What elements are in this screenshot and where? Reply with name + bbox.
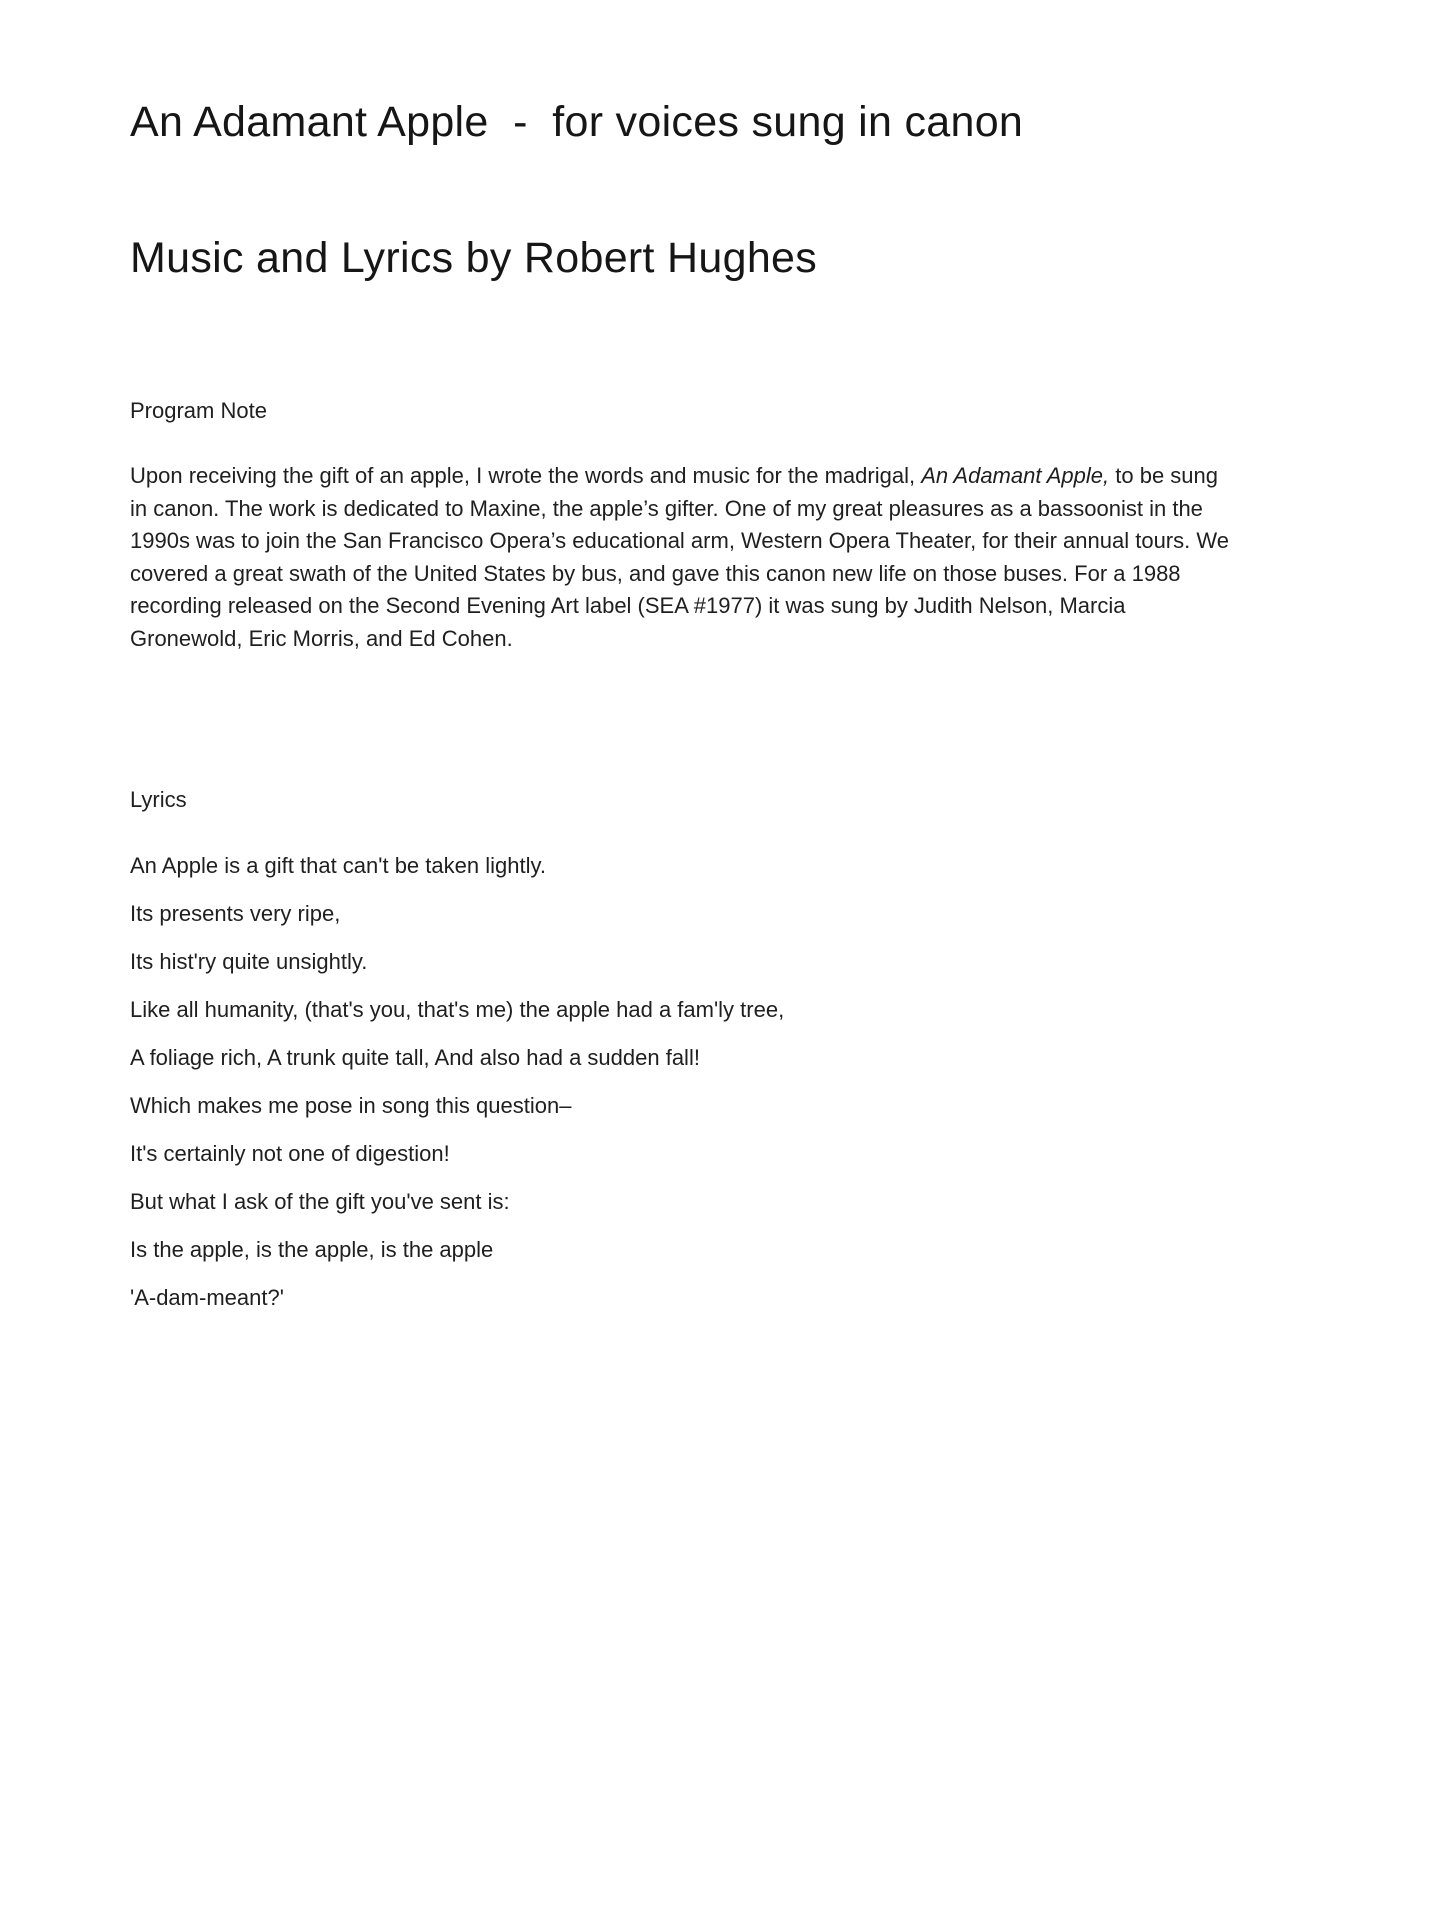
program-note-text-after: to be sung in canon. The work is dedicated to Maxine, the apple’s gifter. One of my great pleasures as a bassoonist in the 1990s was to join the San Francisco Opera’s educational arm, Western Opera Theater, for their annual tours. We covered a great swath of the United States by bus, and gave this canon new life on those buses. For a 1988 recording released on the Second Evening Art label (SEA #1977) it was sung by Judith Nelson, Marcia Gronewold, Eric Morris, and Ed Cohen. [130, 463, 1229, 651]
lyric-line: Like all humanity, (that's you, that's me) the apple had a fam'ly tree, [130, 997, 785, 1023]
lyric-line: A foliage rich, A trunk quite tall, And also had a sudden fall! [130, 1045, 700, 1071]
program-note-text-before: Upon receiving the gift of an apple, I wrote the words and music for the madrigal, [130, 463, 922, 489]
lyric-line: Is the apple, is the apple, is the apple [130, 1237, 494, 1263]
lyric-line: It's certainly not one of digestion! [130, 1141, 450, 1167]
document-title: An Adamant Apple - for voices sung in canon [130, 98, 1024, 146]
lyrics-heading: Lyrics [130, 787, 187, 813]
lyric-line: But what I ask of the gift you've sent is: [130, 1189, 510, 1215]
program-note-paragraph [130, 460, 1230, 655]
program-note-italic-title: An Adamant Apple, [921, 463, 1110, 489]
lyric-line: 'A-dam-meant?' [130, 1285, 284, 1311]
lyric-line: An Apple is a gift that can't be taken lightly. [130, 853, 546, 879]
lyric-line: Which makes me pose in song this question– [130, 1093, 572, 1119]
program-note-heading: Program Note [130, 398, 267, 424]
document-subtitle: Music and Lyrics by Robert Hughes [130, 233, 818, 282]
lyric-line: Its hist'ry quite unsightly. [130, 949, 368, 975]
lyric-line: Its presents very ripe, [130, 901, 341, 927]
lyrics-block [130, 854, 1230, 1309]
